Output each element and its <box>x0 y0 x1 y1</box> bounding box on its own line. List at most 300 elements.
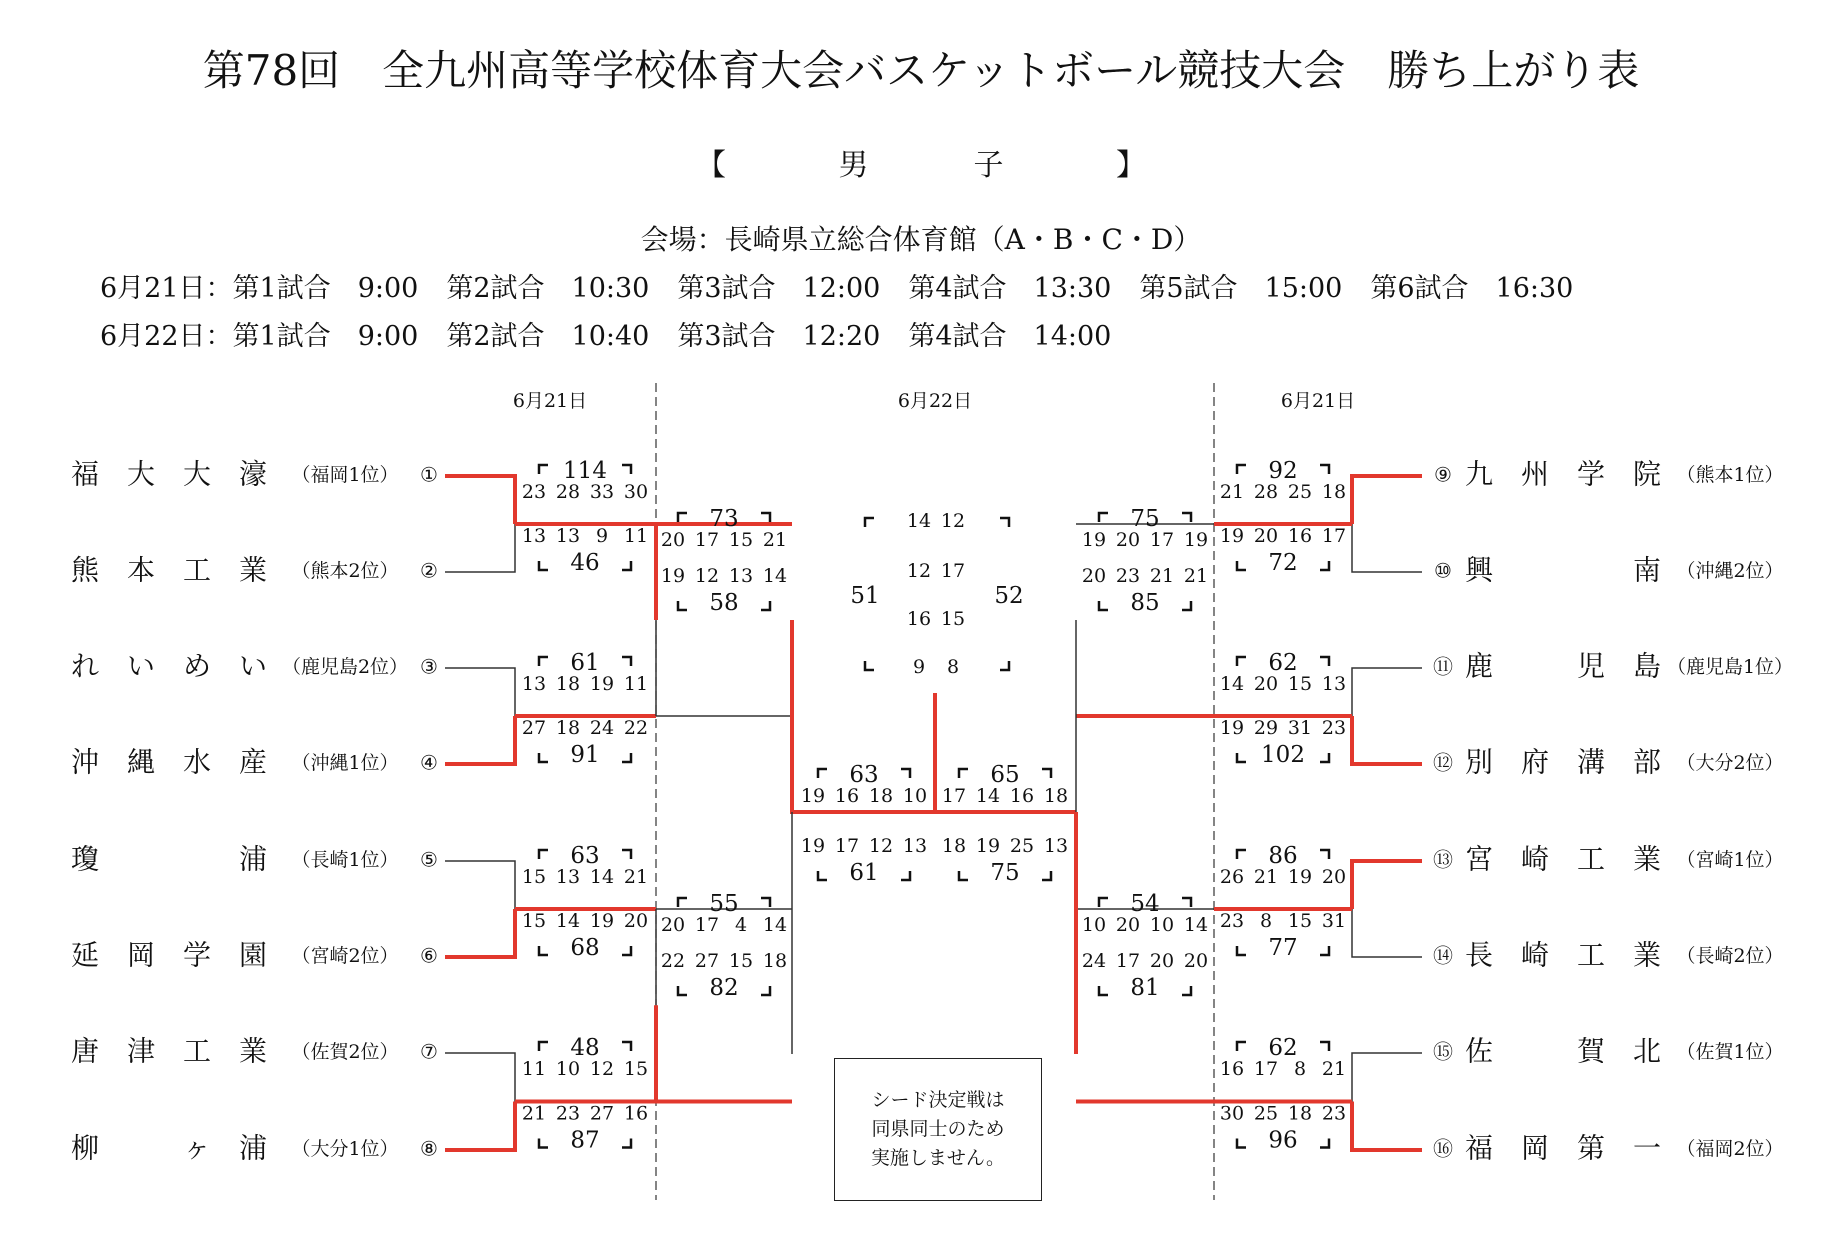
team-total-score: 73 <box>709 506 739 532</box>
corner-mark <box>761 513 770 522</box>
team-prefecture: （長崎1位） <box>291 849 399 871</box>
corner-mark <box>1320 561 1329 570</box>
division-char-2: 子 <box>973 148 1004 183</box>
quarter-score: 20 <box>1115 914 1141 936</box>
team-name-char: 岡 <box>126 938 156 972</box>
corner-mark <box>622 657 631 666</box>
corner-mark <box>818 769 827 778</box>
corner-mark <box>865 518 874 527</box>
team-name-char: 業 <box>238 1034 268 1068</box>
team-name-char: 津 <box>126 1034 156 1068</box>
seed-note-line: シード決定戦は <box>871 1089 1005 1111</box>
winner-path <box>445 476 515 524</box>
team-seed: ⑮ <box>1433 1039 1453 1064</box>
team-name-char: い <box>126 649 156 683</box>
team-prefecture: （佐賀1位） <box>1676 1041 1784 1063</box>
team-name-char: 福 <box>70 457 100 491</box>
corner-mark <box>865 661 874 670</box>
corner-mark <box>1000 518 1009 527</box>
team-seed: ⑫ <box>1433 750 1453 775</box>
schedule-game: 第5試合 15:00 <box>1139 273 1343 304</box>
team-prefecture: （大分2位） <box>1676 752 1784 774</box>
team-total-score: 91 <box>570 742 600 768</box>
bracket-line <box>445 861 515 909</box>
date-header: 6月22日 <box>897 390 973 412</box>
team-name-char: 浦 <box>238 842 268 876</box>
winner-path <box>445 1102 515 1151</box>
team-total-score: 75 <box>1130 506 1160 532</box>
corner-mark <box>1237 465 1246 474</box>
team-name-char: 賀 <box>1576 1034 1606 1068</box>
team-seed: ⑭ <box>1433 943 1453 968</box>
bracket-line <box>445 668 515 716</box>
quarter-score: 29 <box>1253 717 1279 739</box>
team-prefecture: （佐賀2位） <box>291 1041 399 1063</box>
quarter-score: 11 <box>623 673 649 695</box>
quarter-score: 13 <box>1321 673 1347 695</box>
corner-mark <box>622 1042 631 1051</box>
team-total-score: 55 <box>709 891 739 917</box>
quarter-score: 12 <box>589 1058 615 1080</box>
corner-mark <box>901 769 910 778</box>
quarter-score: 24 <box>1081 950 1107 972</box>
quarter-score: 13 <box>1043 835 1069 857</box>
quarter-score: 23 <box>521 481 547 503</box>
team-name-char: 園 <box>238 938 268 972</box>
team-seed: ⑨ <box>1434 462 1452 487</box>
team-total-score: 68 <box>570 935 600 961</box>
team-total-score: 102 <box>1261 742 1305 768</box>
quarter-score: 20 <box>1081 565 1107 587</box>
team-total-score: 62 <box>1268 1035 1298 1061</box>
quarter-score: 21 <box>1149 565 1175 587</box>
corner-mark <box>1237 850 1246 859</box>
quarter-score: 9 <box>912 656 926 678</box>
quarter-score: 11 <box>623 525 649 547</box>
corner-mark <box>761 898 770 907</box>
quarter-score: 19 <box>660 565 686 587</box>
quarter-score: 18 <box>555 673 581 695</box>
team-name-char: 溝 <box>1576 745 1606 779</box>
corner-mark <box>1099 601 1108 610</box>
team-name-char: 柳 <box>70 1131 100 1165</box>
schedule-date: 6月22日： <box>100 321 233 352</box>
quarter-score: 19 <box>589 910 615 932</box>
corner-mark <box>1182 986 1191 995</box>
corner-mark <box>622 465 631 474</box>
team-prefecture: （鹿児島2位） <box>281 656 409 678</box>
corner-mark <box>1042 769 1051 778</box>
winner-path <box>1352 476 1422 524</box>
quarter-score: 28 <box>1253 481 1279 503</box>
team-total-score: 63 <box>570 843 600 869</box>
quarter-score: 15 <box>728 529 754 551</box>
quarter-score: 12 <box>940 510 966 532</box>
quarter-score: 28 <box>555 481 581 503</box>
team-prefecture: （沖縄2位） <box>1676 560 1784 582</box>
team-name-char: 大 <box>126 457 156 491</box>
team-name-char: 産 <box>238 745 268 779</box>
schedule-game: 第4試合 13:30 <box>908 273 1112 304</box>
team-name-char: 岡 <box>1520 1131 1550 1165</box>
bracket-line <box>445 1053 515 1102</box>
team-name-char: 学 <box>1576 457 1606 491</box>
quarter-score: 17 <box>834 835 860 857</box>
corner-mark <box>901 871 910 880</box>
quarter-score: 13 <box>555 866 581 888</box>
winner-path <box>1352 1102 1422 1151</box>
team-name-char: 第 <box>1576 1131 1606 1165</box>
quarter-score: 16 <box>1009 785 1035 807</box>
corner-mark <box>1320 465 1329 474</box>
corner-mark <box>1099 986 1108 995</box>
quarter-score: 25 <box>1287 481 1313 503</box>
quarter-score: 13 <box>728 565 754 587</box>
team-total-score: 58 <box>709 590 739 616</box>
quarter-score: 12 <box>906 560 932 582</box>
team-name-char: 業 <box>1632 842 1662 876</box>
quarter-score: 31 <box>1287 717 1313 739</box>
quarter-score: 15 <box>940 608 966 630</box>
team-name-char: 一 <box>1632 1131 1662 1165</box>
winner-path <box>445 909 515 957</box>
quarter-score: 17 <box>1149 529 1175 551</box>
quarter-score: 10 <box>902 785 928 807</box>
team-total-score: 61 <box>570 650 600 676</box>
team-name-char: 南 <box>1632 553 1662 587</box>
team-name-char: い <box>238 649 268 683</box>
team-name-char: 部 <box>1632 745 1662 779</box>
team-total-score: 62 <box>1268 650 1298 676</box>
corner-mark <box>539 657 548 666</box>
quarter-score: 16 <box>1287 525 1313 547</box>
corner-mark <box>959 769 968 778</box>
quarter-score: 33 <box>589 481 615 503</box>
team-seed: ⑥ <box>420 943 438 968</box>
quarter-score: 21 <box>1219 481 1245 503</box>
team-prefecture: （熊本1位） <box>1676 464 1784 486</box>
team-total-score: 82 <box>709 975 739 1001</box>
quarter-score: 18 <box>941 835 967 857</box>
quarter-score: 21 <box>521 1102 547 1125</box>
division-label <box>0 140 1842 184</box>
corner-mark <box>1237 561 1246 570</box>
schedule-day-2 <box>100 314 1139 353</box>
team-total-score: 75 <box>990 860 1020 886</box>
quarter-score: 11 <box>521 1058 547 1080</box>
corner-mark <box>622 946 631 955</box>
winner-path <box>1352 716 1422 764</box>
quarter-score: 30 <box>623 481 649 503</box>
team-prefecture: （長崎2位） <box>1676 945 1784 967</box>
team-name-char: め <box>182 649 212 683</box>
quarter-score: 18 <box>868 785 894 807</box>
corner-mark <box>678 601 687 610</box>
team-name-char: 鹿 <box>1464 649 1494 683</box>
quarter-score: 19 <box>800 835 826 857</box>
quarter-score: 24 <box>589 717 615 739</box>
team-prefecture: （宮崎2位） <box>291 945 399 967</box>
quarter-score: 17 <box>694 529 720 551</box>
corner-mark <box>1000 661 1009 670</box>
quarter-score: 23 <box>1321 1102 1347 1125</box>
team-total-score: 63 <box>849 762 879 788</box>
corner-mark <box>1182 513 1191 522</box>
bracket-line <box>1352 524 1422 572</box>
corner-mark <box>1182 898 1191 907</box>
team-name-char: 浦 <box>238 1131 268 1165</box>
team-name-char: 府 <box>1520 745 1550 779</box>
team-name-char: 工 <box>182 1034 212 1068</box>
quarter-score: 19 <box>975 835 1001 857</box>
team-total-score: 86 <box>1268 843 1298 869</box>
schedule-game: 第1試合 9:00 <box>232 273 419 304</box>
team-name-char: 九 <box>1464 457 1494 491</box>
corner-mark <box>1182 601 1191 610</box>
team-name-char: 工 <box>182 553 212 587</box>
corner-mark <box>678 513 687 522</box>
quarter-score: 15 <box>1287 910 1313 932</box>
quarter-score: 10 <box>555 1058 581 1080</box>
team-prefecture: （宮崎1位） <box>1676 849 1784 871</box>
quarter-score: 20 <box>1253 525 1279 547</box>
quarter-score: 15 <box>728 950 754 972</box>
quarter-score: 12 <box>868 835 894 857</box>
bracket-line <box>1352 1053 1422 1102</box>
team-total-score: 114 <box>563 458 607 484</box>
quarter-score: 8 <box>946 656 960 678</box>
team-name-char: 延 <box>70 938 100 972</box>
corner-mark <box>1237 946 1246 955</box>
team-prefecture: （鹿児島1位） <box>1666 656 1794 678</box>
quarter-score: 15 <box>623 1058 649 1080</box>
quarter-score: 16 <box>906 608 932 630</box>
schedule-game: 第3試合 12:00 <box>677 273 881 304</box>
corner-mark <box>539 1139 548 1148</box>
quarter-score: 23 <box>1115 565 1141 587</box>
quarter-score: 14 <box>762 565 788 587</box>
corner-mark <box>622 1139 631 1148</box>
quarter-score: 20 <box>660 529 686 551</box>
team-prefecture: （大分1位） <box>291 1138 399 1160</box>
quarter-score: 15 <box>521 910 547 932</box>
corner-mark <box>1320 1139 1329 1148</box>
team-name-char: 唐 <box>70 1034 100 1068</box>
division-bracket-close: 】 <box>1116 148 1146 183</box>
quarter-score: 31 <box>1321 910 1347 932</box>
bracket-line <box>1352 668 1422 716</box>
schedule-game: 第4試合 14:00 <box>908 321 1112 352</box>
division-char-1: 男 <box>838 148 869 183</box>
quarter-score: 18 <box>1287 1102 1313 1125</box>
team-name-char: ヶ <box>182 1131 212 1165</box>
quarter-score: 20 <box>660 914 686 936</box>
team-prefecture: （福岡1位） <box>291 464 399 486</box>
team-name-char: 本 <box>126 553 156 587</box>
quarter-score: 14 <box>589 866 615 888</box>
quarter-score: 23 <box>1219 910 1245 932</box>
team-seed: ① <box>420 462 438 487</box>
quarter-score: 18 <box>1043 785 1069 807</box>
team-seed: ⑦ <box>420 1039 438 1064</box>
quarter-score: 15 <box>521 866 547 888</box>
quarter-score: 18 <box>762 950 788 972</box>
corner-mark <box>1237 657 1246 666</box>
team-seed: ② <box>420 558 438 583</box>
quarter-score: 17 <box>1321 525 1347 547</box>
team-name-char: 業 <box>238 553 268 587</box>
corner-mark <box>539 1042 548 1051</box>
quarter-score: 13 <box>521 525 547 547</box>
team-name-char: 工 <box>1576 938 1606 972</box>
corner-mark <box>539 561 548 570</box>
quarter-score: 27 <box>521 717 547 739</box>
quarter-score: 14 <box>1219 673 1245 695</box>
quarter-score: 30 <box>1219 1102 1245 1125</box>
corner-mark <box>678 898 687 907</box>
corner-mark <box>622 850 631 859</box>
corner-mark <box>1320 946 1329 955</box>
team-name-char: 州 <box>1520 457 1550 491</box>
quarter-score: 22 <box>660 950 686 972</box>
team-total-score: 87 <box>570 1127 600 1154</box>
team-seed: ⑤ <box>420 847 438 872</box>
team-total-score: 48 <box>570 1035 600 1061</box>
corner-mark <box>539 946 548 955</box>
quarter-score: 20 <box>623 910 649 932</box>
team-name-char: 縄 <box>126 745 156 779</box>
team-seed: ④ <box>420 750 438 775</box>
schedule-game: 第2試合 10:40 <box>446 321 650 352</box>
team-prefecture: （福岡2位） <box>1676 1138 1784 1160</box>
team-name-char: 業 <box>1632 938 1662 972</box>
team-seed: ⑧ <box>420 1136 438 1161</box>
quarter-score: 25 <box>1009 835 1035 857</box>
team-seed: ③ <box>420 654 438 679</box>
quarter-score: 26 <box>1219 866 1245 888</box>
team-name-char: 工 <box>1576 842 1606 876</box>
seed-note-line: 実施しません。 <box>870 1147 1006 1169</box>
team-total-score: 72 <box>1268 550 1298 576</box>
corner-mark <box>539 465 548 474</box>
page-title: 第78回 全九州高等学校体育大会バスケットボール競技大会 勝ち上がり表 <box>202 46 1640 95</box>
team-name-char: 別 <box>1464 745 1494 779</box>
quarter-score: 13 <box>521 673 547 695</box>
quarter-score: 9 <box>595 525 609 547</box>
team-prefecture: （熊本2位） <box>291 560 399 582</box>
schedule-date: 6月21日： <box>100 273 233 304</box>
quarter-score: 17 <box>1253 1058 1279 1080</box>
team-total-score: 85 <box>1130 590 1160 616</box>
corner-mark <box>818 871 827 880</box>
quarter-score: 8 <box>1259 910 1273 932</box>
team-name-char: 長 <box>1464 938 1494 972</box>
quarter-score: 14 <box>762 914 788 936</box>
schedule-game: 第3試合 12:20 <box>677 321 881 352</box>
quarter-score: 17 <box>940 560 966 582</box>
quarter-score: 23 <box>1321 717 1347 739</box>
winner-path <box>1352 861 1422 909</box>
corner-mark <box>1099 513 1108 522</box>
quarter-score: 19 <box>1183 529 1209 551</box>
team-prefecture: （沖縄1位） <box>291 752 399 774</box>
schedule-game: 第1試合 9:00 <box>232 321 419 352</box>
team-name-char: 濠 <box>238 457 268 491</box>
team-total-score: 61 <box>849 860 879 886</box>
date-header: 6月21日 <box>512 390 588 412</box>
schedule-game: 第2試合 10:30 <box>446 273 650 304</box>
quarter-score: 20 <box>1253 673 1279 695</box>
team-total-score: 65 <box>990 762 1020 788</box>
team-seed: ⑪ <box>1433 654 1453 679</box>
winner-path <box>445 716 515 764</box>
quarter-score: 20 <box>1183 950 1209 972</box>
quarter-score: 21 <box>1321 1058 1347 1080</box>
quarter-score: 19 <box>1219 525 1245 547</box>
quarter-score: 18 <box>555 717 581 739</box>
division-bracket-open: 【 <box>696 148 726 183</box>
team-seed: ⑩ <box>1434 558 1452 583</box>
quarter-score: 12 <box>694 565 720 587</box>
quarter-score: 17 <box>694 914 720 936</box>
quarter-score: 17 <box>1115 950 1141 972</box>
corner-mark <box>1320 753 1329 762</box>
corner-mark <box>1320 657 1329 666</box>
quarter-score: 21 <box>1253 866 1279 888</box>
venue: 会場：長崎県立総合体育館（A・B・C・D） <box>640 223 1202 256</box>
quarter-score: 19 <box>1219 717 1245 739</box>
quarter-score: 25 <box>1253 1102 1279 1125</box>
corner-mark <box>1320 1042 1329 1051</box>
corner-mark <box>1099 898 1108 907</box>
quarter-score: 4 <box>734 914 748 936</box>
corner-mark <box>761 986 770 995</box>
seed-note <box>834 1058 1042 1201</box>
corner-mark <box>539 850 548 859</box>
team-name-char: 北 <box>1632 1034 1662 1068</box>
quarter-score: 20 <box>1149 950 1175 972</box>
team-total-score: 52 <box>994 583 1024 609</box>
date-header: 6月21日 <box>1280 390 1356 412</box>
team-name-char: 水 <box>182 745 212 779</box>
team-total-score: 46 <box>570 550 600 576</box>
team-name-char: 佐 <box>1464 1034 1494 1068</box>
corner-mark <box>959 871 968 880</box>
quarter-score: 14 <box>906 510 932 532</box>
quarter-score: 20 <box>1321 866 1347 888</box>
team-total-score: 54 <box>1130 891 1160 917</box>
quarter-score: 8 <box>1293 1058 1307 1080</box>
quarter-score: 22 <box>623 717 649 739</box>
team-name-char: 島 <box>1632 649 1662 683</box>
quarter-score: 19 <box>589 673 615 695</box>
corner-mark <box>678 986 687 995</box>
schedule-game: 第6試合 16:30 <box>1370 273 1574 304</box>
team-name-char: 福 <box>1464 1131 1494 1165</box>
quarter-score: 16 <box>623 1102 649 1125</box>
corner-mark <box>1320 850 1329 859</box>
quarter-score: 19 <box>1287 866 1313 888</box>
corner-mark <box>1237 1042 1246 1051</box>
quarter-score: 14 <box>555 910 581 932</box>
team-name-char: 宮 <box>1464 842 1494 876</box>
quarter-score: 14 <box>975 785 1001 807</box>
quarter-score: 19 <box>800 785 826 807</box>
quarter-score: 10 <box>1081 914 1107 936</box>
corner-mark <box>1042 871 1051 880</box>
team-seed: ⑯ <box>1433 1136 1453 1161</box>
quarter-score: 21 <box>1183 565 1209 587</box>
